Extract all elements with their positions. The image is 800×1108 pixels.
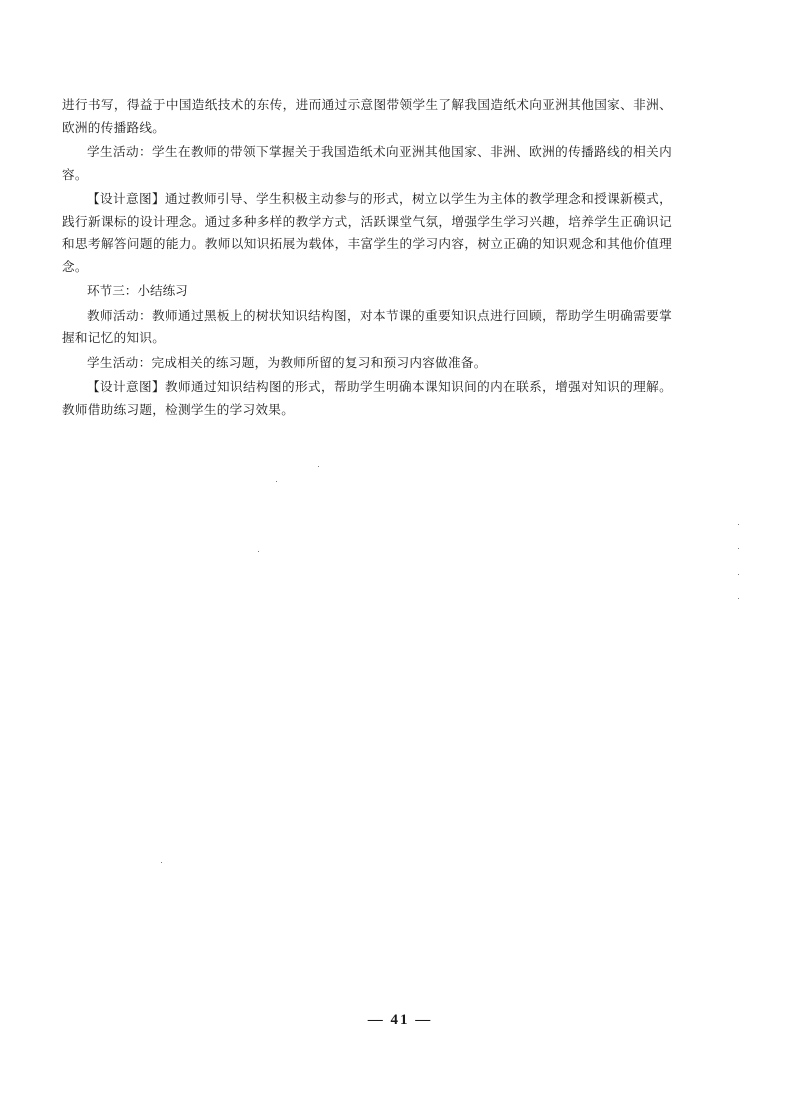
paragraph-student-activity-1: 学生活动：学生在教师的带领下掌握关于我国造纸术向亚洲其他国家、非洲、欧洲的传播路线的相关内容。	[62, 144, 672, 182]
paragraph-teacher-activity: 教师活动：教师通过黑板上的树状知识结构图，对本节课的重要知识点进行回顾，帮助学生明确需要掌握和记忆的知识。	[62, 307, 672, 345]
document-body	[62, 94, 672, 423]
scan-speck	[258, 551, 259, 552]
paragraph-intro-continuation: 进行书写，得益于中国造纸技术的东传，进而通过示意图带领学生了解我国造纸术向亚洲其他国家、非洲、欧洲的传播路线。	[62, 97, 672, 135]
scan-speck	[738, 598, 739, 599]
paragraph-design-intent-2: 【设计意图】教师通过知识结构图的形式，帮助学生明确本课知识间的内在联系，增强对知识的理解。教师借助练习题，检测学生的学习效果。	[62, 379, 672, 417]
scan-speck	[738, 524, 739, 525]
paragraph-student-activity-2: 学生活动：完成相关的练习题，为教师所留的复习和预习内容做准备。	[87, 354, 487, 370]
scan-speck	[161, 862, 162, 863]
scan-speck	[738, 574, 739, 575]
section-heading-step-three: 环节三：小结练习	[87, 283, 188, 298]
scan-speck	[318, 466, 319, 467]
scan-speck	[738, 548, 739, 549]
page-number: — 41 —	[367, 1012, 433, 1028]
paragraph-design-intent-1: 【设计意图】通过教师引导、学生积极主动参与的形式，树立以学生为主体的教学理念和授课新模式，践行新课标的设计理念。通过多种多样的教学方式，活跃课堂气氛，增强学生学习兴趣，培养学生正确识记和思考解答问题的能力。教师以知识拓展为载体，丰富学生的学习内容，树立正确的知识观念和其他价值理念。	[62, 191, 672, 274]
scan-speck	[276, 481, 277, 482]
